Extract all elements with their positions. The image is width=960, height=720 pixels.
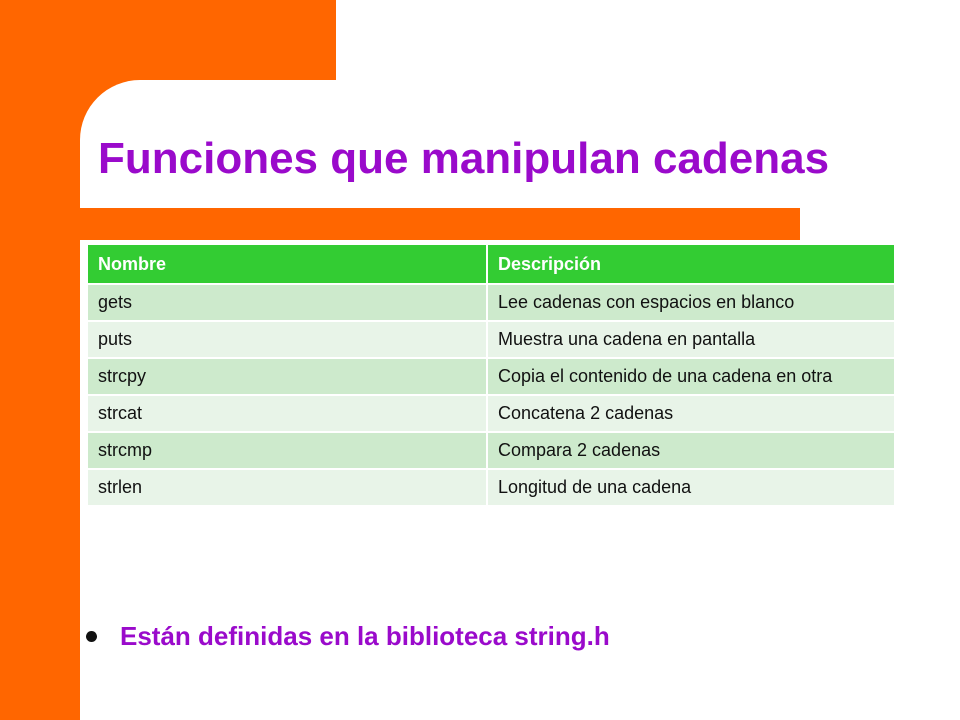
function-description: Concatena 2 cadenas — [488, 396, 896, 433]
title-underline-bar — [80, 208, 800, 240]
table-header-row — [88, 245, 896, 285]
function-name: gets — [88, 285, 488, 322]
function-description: Muestra una cadena en pantalla — [488, 322, 896, 359]
function-description: Compara 2 cadenas — [488, 433, 896, 470]
slide-title: Funciones que manipulan cadenas — [98, 134, 830, 183]
function-description: Copia el contenido de una cadena en otra — [488, 359, 896, 396]
functions-table — [88, 245, 896, 507]
header-descripcion: Descripción — [488, 245, 896, 285]
table-row — [88, 322, 896, 359]
header-nombre: Nombre — [88, 245, 488, 285]
table-row — [88, 359, 896, 396]
top-decor-block — [80, 0, 336, 80]
table-row — [88, 433, 896, 470]
function-name: strlen — [88, 470, 488, 507]
function-name: strcpy — [88, 359, 488, 396]
table-row — [88, 285, 896, 322]
bullet-item — [86, 618, 610, 654]
table-row — [88, 470, 896, 507]
function-description: Longitud de una cadena — [488, 470, 896, 507]
functions-table-container — [88, 245, 896, 507]
table-row — [88, 396, 896, 433]
left-decor-bar — [0, 0, 80, 720]
bullet-text: Están definidas en la biblioteca string.h — [120, 620, 610, 651]
bullet-dot-icon — [86, 631, 97, 642]
function-name: strcmp — [88, 433, 488, 470]
function-description: Lee cadenas con espacios en blanco — [488, 285, 896, 322]
function-name: strcat — [88, 396, 488, 433]
function-name: puts — [88, 322, 488, 359]
